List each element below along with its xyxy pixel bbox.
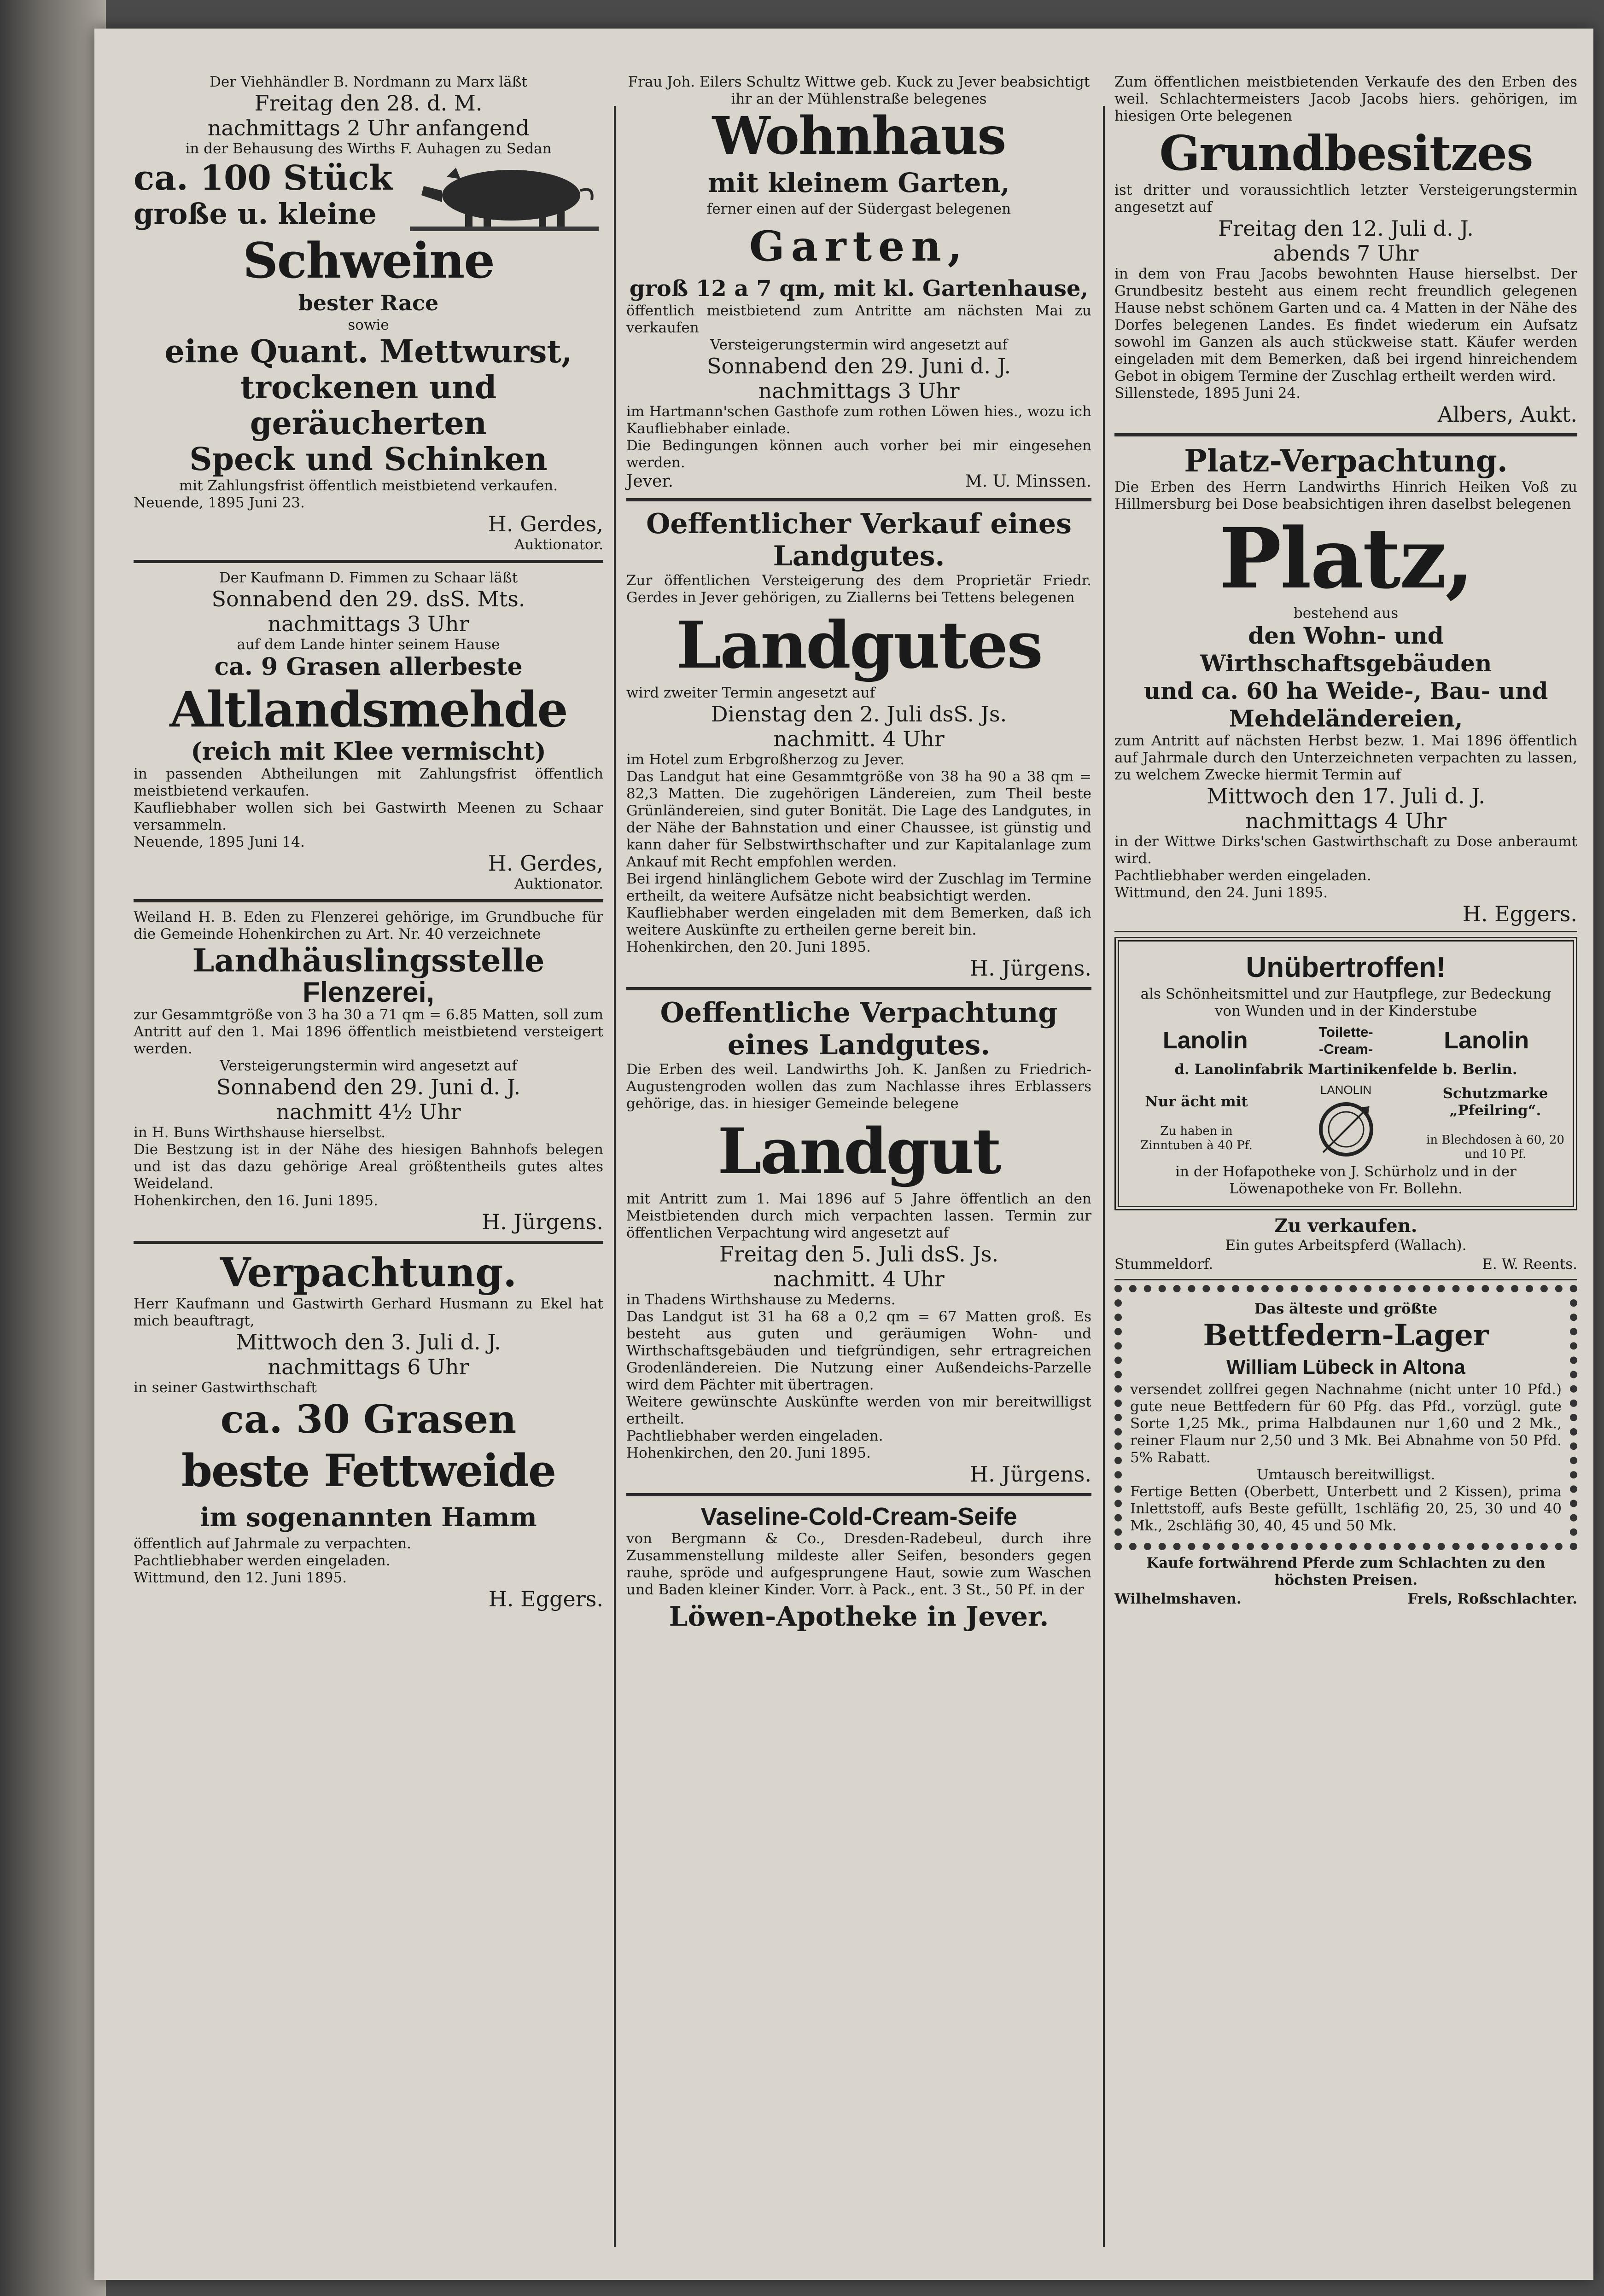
ad-time: nachmitt. 4 Uhr (773, 727, 945, 751)
ad-place: in H. Buns Wirthshause hierselbst. (134, 1124, 386, 1141)
ad-signer: H. Jürgens. (970, 956, 1091, 981)
ad-place-date: Wittmund, den 24. Juni 1895. (1114, 884, 1328, 901)
column-rule (614, 106, 616, 2247)
ad-verkauf-landgutes (626, 508, 1091, 981)
divider (134, 1241, 603, 1244)
ad-sub: mit kleinem Garten, (708, 167, 1010, 198)
ad-place: im Hotel zum Erbgroßherzog zu Jever. (626, 751, 905, 768)
divider (1114, 433, 1577, 436)
ad-place: in der Behausung des Wirths F. Auhagen zu Sedan (185, 140, 552, 157)
ad-headline: Zu verkaufen. (1274, 1215, 1417, 1237)
ad-place-date: Hohenkirchen, den 20. Juni 1895. (626, 939, 871, 955)
ad-time: abends 7 Uhr (1273, 241, 1419, 266)
ad-body: zur Gesammtgröße von 3 ha 30 a 71 qm = 6.85 Matten, soll zum Antritt auf den 1. Mai 1896 öffentlich meistbietend versteigert werden. (134, 1006, 603, 1057)
ad-signer: H. Gerdes, (488, 851, 603, 876)
ad-footer: Löwen-Apotheke in Jever. (669, 1601, 1049, 1632)
ad-signer: H. Gerdes, (488, 512, 603, 536)
ad-headline: Oeffentlicher Verkauf eines Landgutes. (646, 508, 1072, 572)
ad-intro: Der Kaufmann D. Fimmen zu Schaar läßt (219, 570, 518, 586)
ad-sig-left: Stummeldorf. (1114, 1256, 1213, 1273)
ad-altlandsmehde (134, 570, 603, 893)
ad-sig-left: Jever. (626, 472, 674, 491)
ad-intro: Zur öffentlichen Versteigerung des dem Proprietär Friedr. Gerdes in Jever gehörigen, zu Ziallerns bei Tettens belegenen (626, 572, 1091, 606)
seal-label: LANOLIN (1320, 1083, 1372, 1097)
ad-invite: Pachtliebhaber werden eingeladen. (626, 1428, 883, 1444)
ad-schweine (134, 74, 603, 553)
ad-place: im Hartmann'schen Gasthofe zum rothen Löwen hies., wozu ich Kaufliebhaber einlade. (626, 403, 1091, 437)
ad-left-note: Zu haben in Zinntuben à 40 Pf. (1140, 1124, 1253, 1152)
ad-headline: Vaseline-Cold-Cream-Seife (700, 1503, 1017, 1530)
pfeilring-seal (1293, 1083, 1399, 1163)
ad-place-date: Sillenstede, 1895 Juni 24. (1114, 385, 1301, 401)
ad-genuine: Nur ächt mit (1145, 1093, 1248, 1110)
column-3 (1114, 74, 1577, 1609)
ad-verpachtung-landgutes (626, 997, 1091, 1487)
ad-place-date: Neuende, 1895 Juni 14. (134, 834, 305, 850)
ad-sub: bestehend aus (1293, 605, 1399, 622)
ad-body: Kaufe fortwährend Pferde zum Schlachten zu den höchsten Preisen. (1146, 1555, 1546, 1588)
ad-body: versendet zollfrei gegen Nachnahme (nicht unter 10 Pfd.) gute neue Bettfedern für 60 Pfg. das Pfd., vorzügl. gute Sorte 1,25 Mk., prima Halbdaunen nur 1,60 und 2 Mk., reiner Flaum nur 2,50 und 3 Mk. Bei Abnahme von 50 Pfd. 5% Rabatt. (1130, 1381, 1562, 1466)
ad-time: nachmittags 6 Uhr (268, 1354, 469, 1379)
ad-headline: Altlandsmehde (169, 680, 567, 738)
ad-body: öffentlich meistbietend zum Antritte am nächsten Mai zu verkaufen (626, 302, 1091, 336)
ad-intro: Der Viehhändler B. Nordmann zu Marx läßt (210, 74, 527, 90)
ad-date: Sonnabend den 29. Juni d. J. (216, 1075, 521, 1099)
column-rule (1103, 106, 1105, 2247)
column-1 (134, 74, 603, 1611)
ad-place-date: Wittmund, den 12. Juni 1895. (134, 1569, 347, 1586)
ad-big: Platz, (1219, 510, 1473, 607)
ad-size: groß 12 a 7 qm, mit kl. Gartenhause, (629, 276, 1089, 302)
ad-buyers: Kaufliebhaber wollen sich bei Gastwirth Meenen zu Schaar versammeln. (134, 800, 603, 833)
ad-intro: Zum öffentlichen meistbietenden Verkaufe des den Erben des weil. Schlachtermeisters Jacob Jacobs hiers. gehörigen, im hiesigen Orte belegenen (1114, 74, 1577, 124)
divider (626, 987, 1091, 990)
ad-firm: William Lübeck in Altona (1226, 1356, 1465, 1378)
ad-headline: Oeffentliche Verpachtung eines Landgutes. (660, 997, 1058, 1061)
ad-body: Ein gutes Arbeitspferd (Wallach). (1225, 1237, 1467, 1254)
ad-wohnhaus (626, 74, 1091, 492)
ad-body: in passenden Abtheilungen mit Zahlungsfrist öffentlich meistbietend verkaufen. (134, 766, 603, 799)
ad-time: nachmitt 4½ Uhr (276, 1099, 461, 1124)
ad-date: Freitag den 5. Juli dsS. Js. (719, 1242, 999, 1267)
ad-beds: Fertige Betten (Oberbett, Unterbett und 2 Kissen), prima Inlettstoff, aufs Beste gefüllt, 1schläfig 20, 25, 30 und 40 Mk., 2schläfig 30, 40, 45 und 50 Mk. (1130, 1483, 1562, 1534)
ad-terms: mit Zahlungsfrist öffentlich meistbietend verkaufen. (179, 477, 558, 494)
ad-time: nachmittags 2 Uhr anfangend (207, 116, 530, 140)
ad-size: große u. kleine (134, 197, 377, 231)
ad-headline: Landhäuslingsstelle (192, 942, 545, 979)
divider (134, 560, 603, 563)
ad-term: Versteigerungstermin wird angesetzt auf (220, 1058, 517, 1074)
ad-body: von Bergmann & Co., Dresden-Radebeul, durch ihre Zusammenstellung mildeste aller Seifen, besonders gegen rauhe, spröde und aufgesprungene Haut, sowie zum Waschen und Baden kleiner Kinder. Vorr. à Pack., ent. 3 St., 50 Pf. in der (626, 1530, 1091, 1598)
ad-headline-2: beste Fettweide (181, 1445, 556, 1497)
ad-date: Freitag den 12. Juli d. J. (1218, 216, 1474, 241)
ad-intro: Weiland H. B. Eden zu Flenzerei gehörige, im Grundbuche für die Gemeinde Hohenkirchen zu Art. Nr. 40 verzeichnete (134, 909, 603, 942)
ad-rossschlachter (1114, 1555, 1577, 1609)
ad-body: als Schönheitsmittel und zur Hautpflege, zur Bedeckung von Wunden und in der Kinderstube (1140, 986, 1552, 1019)
ad-invite: Pachtliebhaber werden eingeladen. (134, 1552, 391, 1569)
ad-zu-verkaufen (1114, 1215, 1577, 1274)
ad-exchange: Umtausch bereitwilligst. (1256, 1466, 1435, 1483)
ad-signer: H. Eggers. (1462, 901, 1577, 926)
ad-headline: Verpachtung. (220, 1250, 517, 1296)
ad-intro: Die Erben des Herrn Landwirths Hinrich Heiken Voß zu Hillmersburg bei Dose beabsichtigen ihren daselbst belegenen (1114, 479, 1577, 512)
ad-time: nachmittags 3 Uhr (758, 378, 960, 403)
divider (1114, 1279, 1577, 1280)
ad-big: Landgutes (676, 608, 1042, 683)
ad-headline: Unübertroffen! (1246, 952, 1446, 983)
ad-item-3: Speck und Schinken (189, 441, 548, 478)
ad-landhaeuslingsstelle (134, 909, 603, 1234)
ad-role: Auktionator. (514, 536, 603, 553)
ad-body-3: Weitere gewünschte Auskünfte werden von mir bereitwilligst ertheilt. (626, 1394, 1091, 1427)
ad-signer: E. W. Reents. (1482, 1256, 1577, 1273)
ad-line-1: den Wohn- und Wirthschaftsgebäuden (1200, 622, 1492, 677)
ad-terms: öffentlich auf Jahrmale zu verpachten. (134, 1535, 412, 1552)
divider (1114, 931, 1577, 932)
ad-sellers: in der Hofapotheke von J. Schürholz und in der Löwenapotheke von Fr. Bollehn. (1175, 1163, 1517, 1197)
ad-vaseline-seife (626, 1503, 1091, 1634)
ad-platz-verpachtung (1114, 443, 1577, 926)
signature-row (1114, 1254, 1577, 1274)
ad-term: wird zweiter Termin angesetzt auf (626, 685, 875, 701)
ad-time: nachmittags 4 Uhr (1245, 808, 1447, 833)
ad-role: Auktionator. (514, 876, 603, 892)
ad-headline: Platz-Verpachtung. (1184, 443, 1508, 479)
ad-sub: im sogenannten Hamm (200, 1502, 537, 1533)
ad-big: Landgut (717, 1115, 1000, 1188)
ad-headline-2: Garten, (749, 222, 969, 271)
divider (626, 1493, 1091, 1496)
brand-mid-2: -Cream- (1318, 1041, 1373, 1057)
ad-race: bester Race (298, 291, 439, 315)
ad-grundbesitz (1114, 74, 1577, 427)
ad-sub-2: ferner einen auf der Südergast belegenen (706, 201, 1011, 217)
ad-invite: Pachtliebhaber werden eingeladen. (1114, 867, 1371, 884)
ad-name: Flenzerei, (303, 977, 434, 1008)
ad-place-date: Hohenkirchen, den 20. Juni 1895. (626, 1445, 871, 1461)
ad-headline: Wohnhaus (712, 106, 1006, 166)
ad-sig-left: Wilhelmshaven. (1114, 1591, 1242, 1607)
ad-headline: Bettfedern-Lager (1203, 1318, 1489, 1353)
ad-note: Die Bestzung ist in der Nähe des hiesigen Bahnhofs belegen und ist das dazu gehörige Areal größtentheils gutes altes Weideland. (134, 1141, 603, 1192)
ad-signer: Albers, Aukt. (1437, 402, 1577, 427)
ad-body: mit Antritt zum 1. Mai 1896 auf 5 Jahre öffentlich an den Meistbietenden durch mich verpachten lassen. Termin zur öffentlichen Verpachtung wird angesetzt auf (626, 1191, 1091, 1241)
ad-signer: H. Jürgens. (970, 1462, 1091, 1487)
ad-place: in der Wittwe Dirks'schen Gastwirthschaft zu Dose anberaumt wird. (1114, 833, 1577, 867)
ad-lanolin (1114, 937, 1577, 1210)
ad-intro: Die Erben des weil. Landwirths Joh. K. Janßen zu Friedrich-Augustengroden wollen das zum Nachlasse ihres Erblassers gehörige, das. in hiesiger Gemeinde belegene (626, 1061, 1091, 1112)
ad-date: Dienstag den 2. Juli dsS. Js. (711, 702, 1007, 727)
ad-date: Freitag den 28. d. M. (254, 91, 483, 116)
ad-place: in Thadens Wirthshause zu Mederns. (626, 1291, 896, 1308)
ad-place: in seiner Gastwirthschaft (134, 1379, 317, 1396)
ad-body: in dem von Frau Jacobs bewohnten Hause hierselbst. Der Grundbesitz besteht aus einem recht freundlich gelegenen Hause nebst schönem Garten und ca. 4 Matten in der Nähe des Dorfes belegenen Landes. Es findet wiederum ein Aufsatz sowohl im Ganzen als auch stückweise statt. Käufer werden eingeladen mit dem Bemerken, daß bei irgend hinreichendem Gebot in obigem Termine der Zuschlag ertheilt werden wird. (1114, 266, 1577, 384)
ad-line-3: Mehdeländereien, (1229, 705, 1463, 732)
ad-item-1: eine Quant. Mettwurst, (164, 333, 572, 370)
ad-signer: M. U. Minssen. (965, 472, 1091, 491)
ad-place-date: Neuende, 1895 Juni 23. (134, 494, 305, 511)
ad-intro: Frau Joh. Eilers Schultz Wittwe geb. Kuck zu Jever beabsichtigt ihr an der Mühlenstraße belegenes (628, 74, 1090, 107)
brand-left: Lanolin (1162, 1027, 1248, 1054)
pfeilring-icon (1314, 1097, 1378, 1162)
divider (134, 899, 603, 902)
brand-mid-1: Toilette- (1318, 1024, 1373, 1040)
ad-sub: (reich mit Klee vermischt) (191, 738, 546, 766)
ad-quantity: ca. 30 Grasen (220, 1396, 517, 1442)
divider (626, 498, 1091, 501)
ad-item-2: trockenen und geräucherten (240, 369, 497, 442)
ad-body: zum Antritt auf nächsten Herbst bezw. 1. Mai 1896 öffentlich auf Jahrmale durch den Unterzeichneten verpachten zu lassen, zu welchem Zwecke hiermit Termin auf (1114, 732, 1577, 783)
ad-note: Die Bedingungen können auch vorher bei mir eingesehen werden. (626, 437, 1091, 471)
ad-signer: H. Eggers. (488, 1587, 603, 1611)
ad-time: nachmittags 3 Uhr (268, 611, 469, 636)
ad-bettfedern (1114, 1285, 1577, 1550)
ad-date: Sonnabend den 29. dsS. Mts. (211, 587, 525, 611)
ad-body: Herr Kaufmann und Gastwirth Gerhard Husmann zu Ekel hat mich beauftragt, (134, 1296, 603, 1329)
ad-date: Mittwoch den 17. Juli d. J. (1207, 784, 1485, 808)
ad-quantity: ca. 100 Stück (134, 158, 393, 198)
ad-date: Mittwoch den 3. Juli d. J. (236, 1330, 501, 1354)
ad-term: ist dritter und voraussichtlich letzter Versteigerungstermin angesetzt auf (1114, 182, 1577, 215)
ad-body-3: Kaufliebhaber werden eingeladen mit dem Bemerken, daß ich weitere Auskünfte zu ertheilen gerne bereit bin. (626, 905, 1091, 938)
signature-row (1114, 1589, 1577, 1609)
book-edge (0, 0, 106, 2296)
pig-icon (405, 163, 603, 232)
ad-body-2: Das Landgut ist 31 ha 68 a 0,2 qm = 67 Matten groß. Es besteht aus guten und geräumigen Wohn- und Wirthschaftsgebäuden und tiefgründigen, sehr ertragreichen Grodenländereien. Die Nutzung einer Außendeichs-Parzelle wird dem Pächter mit übertragen. (626, 1308, 1091, 1393)
ad-signer: Frels, Roßschlachter. (1407, 1591, 1577, 1607)
ad-headline: Schweine (243, 232, 494, 289)
column-2 (626, 74, 1091, 1634)
ad-quantity: ca. 9 Grasen allerbeste (214, 653, 523, 681)
ad-kicker: Das älteste und größte (1254, 1301, 1438, 1317)
signature-row (626, 471, 1091, 492)
ad-sowie: sowie (348, 317, 389, 333)
ad-trademark: Schutzmarke „Pfeilring“. (1442, 1085, 1548, 1119)
ad-place-date: Hohenkirchen, den 16. Juni 1895. (134, 1192, 378, 1209)
ad-right-note: in Blechdosen à 60, 20 und 10 Pf. (1426, 1133, 1564, 1161)
ad-time: nachmitt. 4 Uhr (773, 1267, 945, 1291)
ad-date: Sonnabend den 29. Juni d. J. (706, 354, 1011, 378)
ad-maker: d. Lanolinfabrik Martinikenfelde b. Berlin. (1174, 1061, 1517, 1078)
ad-term: Versteigerungstermin wird angesetzt auf (710, 337, 1008, 353)
ad-line-2: und ca. 60 ha Weide-, Bau- und (1143, 677, 1548, 704)
ad-place: auf dem Lande hinter seinem Hause (237, 636, 500, 653)
ad-verpachtung-fettweide (134, 1250, 603, 1611)
ad-body: Das Landgut hat eine Gesammtgröße von 38 ha 90 a 38 qm = 82,3 Matten. Die zugehörigen Ländereien, zum Theil beste Grünländereien, sind guter Bonität. Die Lage des Landgutes, in der Nähe der Bahnstation und einer Chaussee, ist günstig und kann daher für Selbstwirthschafter und zur Kapitalanlage zum Ankauf mit Recht empfohlen werden. (626, 768, 1091, 870)
ad-body-2: Bei irgend hinlänglichem Gebote wird der Zuschlag im Termine ertheilt, da weitere Aufsätze nicht beabsichtigt werden. (626, 871, 1091, 904)
ad-signer: H. Jürgens. (482, 1209, 603, 1234)
ad-headline: Grundbesitzes (1159, 125, 1533, 181)
brand-right: Lanolin (1444, 1027, 1529, 1054)
